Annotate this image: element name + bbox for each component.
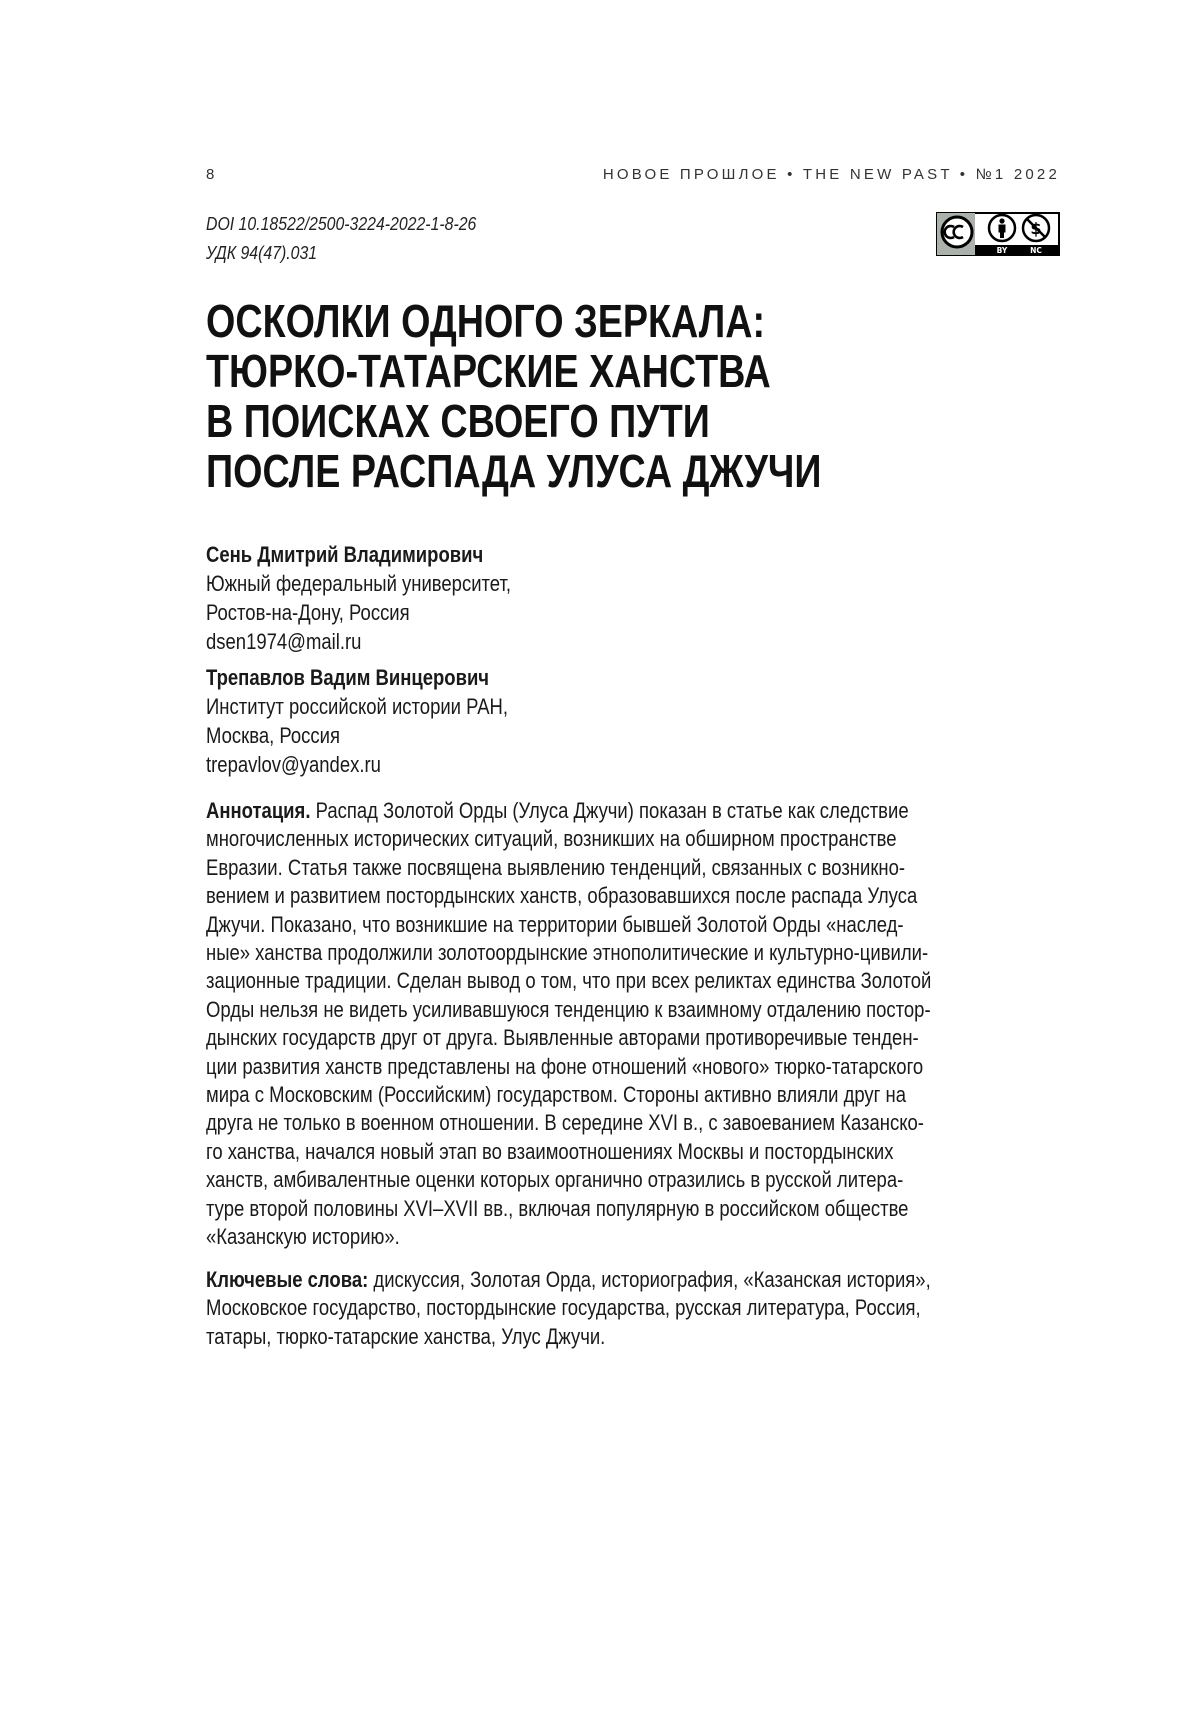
abstract-line: зационные традиции. Сделан вывод о том, что при всех реликтах единства Золотой <box>206 967 931 995</box>
abstract-line: дынских государств друг от друга. Выявленные авторами противоречивые тенден- <box>206 1024 931 1052</box>
article-meta <box>206 210 476 268</box>
abstract-line: Джучи. Показано, что возникшие на территории бывшей Золотой Орды «наслед- <box>206 911 931 939</box>
abstract-label: Аннотация. <box>206 798 310 823</box>
abstract <box>206 797 931 1252</box>
keywords-line: татары, тюрко-татарские ханства, Улус Джучи. <box>206 1323 931 1351</box>
author-location: Москва, Россия <box>206 721 511 750</box>
author-block <box>206 663 511 779</box>
abstract-line <box>206 797 931 825</box>
keywords <box>206 1266 931 1351</box>
cc-icon <box>942 217 972 247</box>
page-number: 8 <box>206 166 215 183</box>
nc-icon <box>1023 215 1049 241</box>
abstract-first-line: Распад Золотой Орды (Улуса Джучи) показан в статье как следствие <box>310 798 908 823</box>
author-location: Ростов-на-Дону, Россия <box>206 598 511 627</box>
running-head: НОВОЕ ПРОШЛОЕ • THE NEW PAST • №1 2022 <box>603 166 1060 183</box>
abstract-line: вением и развитием постордынских ханств, образовавшихся после распада Улуса <box>206 882 931 910</box>
abstract-line: ханств, амбивалентные оценки которых органично отразились в русской литера- <box>206 1166 931 1194</box>
abstract-line: «Казанскую историю». <box>206 1223 931 1251</box>
abstract-line: друга не только в военном отношении. В середине XVI в., с завоеванием Казанско- <box>206 1109 931 1137</box>
author-name: Сень Дмитрий Владимирович <box>206 540 511 569</box>
abstract-line: мира с Московским (Российским) государством. Стороны активно влияли друг на <box>206 1081 931 1109</box>
by-label: BY <box>997 246 1008 255</box>
by-icon <box>989 215 1015 241</box>
author-block <box>206 540 511 656</box>
title-line: ТЮРКО-ТАТАРСКИЕ ХАНСТВА <box>206 346 822 396</box>
abstract-line: Орды нельзя не видеть усиливавшуюся тенденцию к взаимному отдалению постор- <box>206 996 931 1024</box>
cc-by-nc-license-badge[interactable] <box>936 212 1060 256</box>
abstract-line: многочисленных исторических ситуаций, возникших на обширном пространстве <box>206 825 931 853</box>
authors <box>206 540 511 786</box>
doi[interactable]: DOI 10.18522/2500-3224-2022-1-8-26 <box>206 210 476 239</box>
article-title <box>206 296 822 496</box>
abstract-line: ные» ханства продолжили золотоордынские этнополитические и культурно-цивили- <box>206 939 931 967</box>
author-affiliation: Институт российской истории РАН, <box>206 692 511 721</box>
keywords-line: Московское государство, постордынские государства, русская литература, Россия, <box>206 1294 931 1322</box>
udk: УДК 94(47).031 <box>206 239 476 268</box>
abstract-line: го ханства, начался новый этап во взаимоотношениях Москвы и постордынских <box>206 1138 931 1166</box>
keywords-label: Ключевые слова: <box>206 1267 368 1292</box>
title-line: В ПОИСКАХ СВОЕГО ПУТИ <box>206 396 822 446</box>
abstract-line: туре второй половины XVI–XVII вв., включая популярную в российском обществе <box>206 1195 931 1223</box>
title-line: ОСКОЛКИ ОДНОГО ЗЕРКАЛА: <box>206 296 822 346</box>
author-email[interactable]: dsen1974@mail.ru <box>206 627 511 656</box>
keywords-first-line: дискуссия, Золотая Орда, историография, «Казанская история», <box>368 1267 930 1292</box>
keywords-line <box>206 1266 931 1294</box>
title-line: ПОСЛЕ РАСПАДА УЛУСА ДЖУЧИ <box>206 446 822 496</box>
author-email[interactable]: trepavlov@yandex.ru <box>206 750 511 779</box>
author-name: Трепавлов Вадим Винцерович <box>206 663 511 692</box>
abstract-line: Евразии. Статья также посвящена выявлению тенденций, связанных с возникно- <box>206 854 931 882</box>
nc-label: NC <box>1030 246 1042 255</box>
abstract-line: ции развития ханств представлены на фоне отношений «нового» тюрко-татарского <box>206 1053 931 1081</box>
author-affiliation: Южный федеральный университет, <box>206 569 511 598</box>
